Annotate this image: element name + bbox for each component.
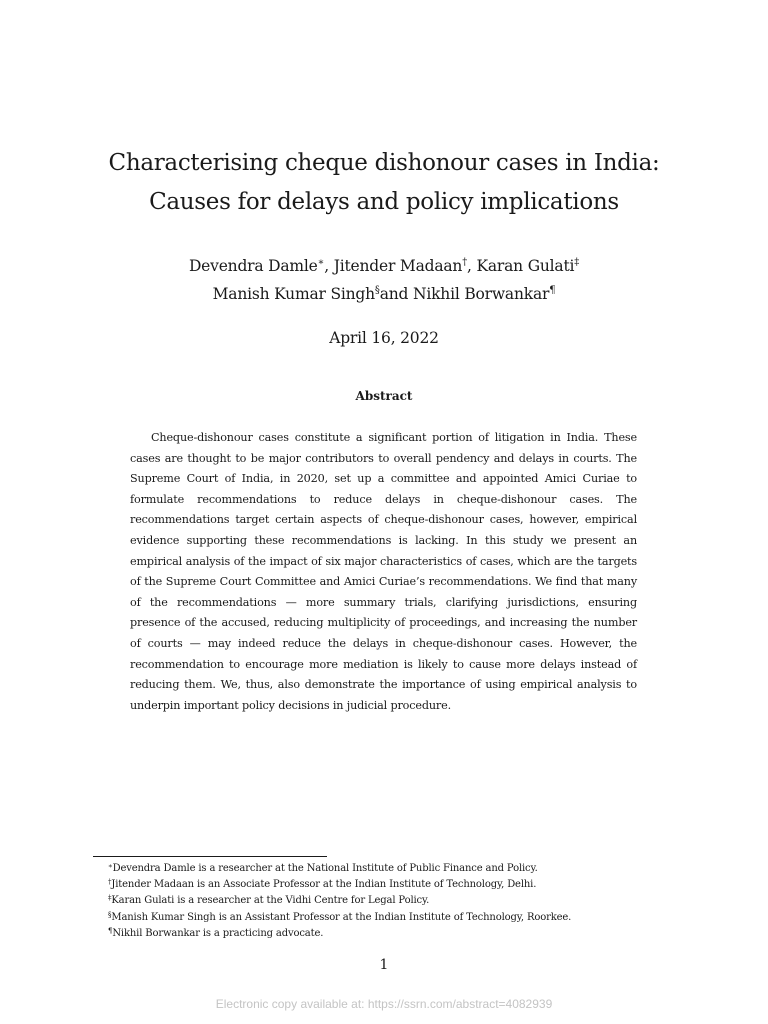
footnote-item: ∗Devendra Damle is a researcher at the National Institute of Public Finance and Policy. bbox=[108, 862, 538, 874]
author-mark: ‡ bbox=[574, 257, 580, 268]
title-line-1: Characterising cheque dishonour cases in India: bbox=[108, 150, 660, 176]
author-mark: † bbox=[462, 257, 468, 268]
paper-title bbox=[0, 144, 768, 222]
author-mark: § bbox=[374, 285, 380, 296]
footnote-item: ‡Karan Gulati is a researcher at the Vidhi Centre for Legal Policy. bbox=[108, 894, 430, 907]
author-name: Nikhil Borwankar bbox=[413, 285, 550, 303]
abstract-text: Cheque-dishonour cases constitute a significant portion of litigation in India. These cases are thought to be major contributors to overall pendency and delays in courts. The Supreme Court of India, in 2020, set up a committee and appointed Amici Curiae to formulate recommendations to reduce delays in cheque-dishonour cases. The recommendations target certain aspects of cheque-dishonour cases, however, empirical evidence supporting these recommendations is lacking. In this study we present an empirical analysis of the impact of six major characteristics of cases, which are the targets of the Supreme Court Committee and Amici Curiae’s recommendations. We find that many of the recommendations — more summary trials, clarifying jurisdictions, ensuring presence of the accused, reducing multiplicity of proceedings, and increasing the number of courts — may indeed reduce the delays in cheque-dishonour cases. However, the recommendation to encourage more mediation is likely to cause more delays instead of reducing them. We, thus, also demonstrate the importance of using empirical analysis to underpin important policy decisions in judicial procedure. bbox=[130, 431, 637, 712]
footnote-mark: ¶ bbox=[108, 926, 113, 935]
ssrn-footer-link[interactable]: Electronic copy available at: https://ssrn.com/abstract=4082939 bbox=[215, 997, 553, 1011]
author-mark: ¶ bbox=[549, 285, 556, 296]
author-list bbox=[0, 252, 768, 308]
footnote-mark: ‡ bbox=[108, 894, 112, 903]
author-line-2: Manish Kumar Singh§and Nikhil Borwankar¶ bbox=[212, 285, 556, 303]
author-line-1: Devendra Damle∗, Jitender Madaan†, Karan Gulati‡ bbox=[188, 257, 580, 275]
footnote-mark: § bbox=[108, 910, 112, 919]
author-name: Manish Kumar Singh bbox=[212, 285, 375, 303]
footnotes bbox=[108, 861, 668, 942]
abstract-heading: Abstract bbox=[355, 389, 413, 403]
author-name: Jitender Madaan bbox=[333, 257, 463, 275]
publication-date: April 16, 2022 bbox=[329, 329, 439, 347]
author-mark: ∗ bbox=[317, 257, 325, 268]
footnote-mark: ∗ bbox=[108, 862, 113, 870]
title-line-2: Causes for delays and policy implications bbox=[149, 189, 619, 215]
page-number: 1 bbox=[379, 957, 389, 973]
footnote-mark: † bbox=[108, 878, 112, 887]
footnote-item: †Jitender Madaan is an Associate Professor at the Indian Institute of Technology, Delhi. bbox=[108, 878, 537, 891]
footnote-item: §Manish Kumar Singh is an Assistant Professor at the Indian Institute of Technology, Roorkee. bbox=[108, 910, 572, 923]
author-name: Devendra Damle bbox=[188, 257, 318, 275]
author-name: Karan Gulati bbox=[476, 257, 575, 275]
footnote-item: ¶Nikhil Borwankar is a practicing advocate. bbox=[108, 926, 324, 939]
footnote-divider bbox=[93, 856, 327, 857]
